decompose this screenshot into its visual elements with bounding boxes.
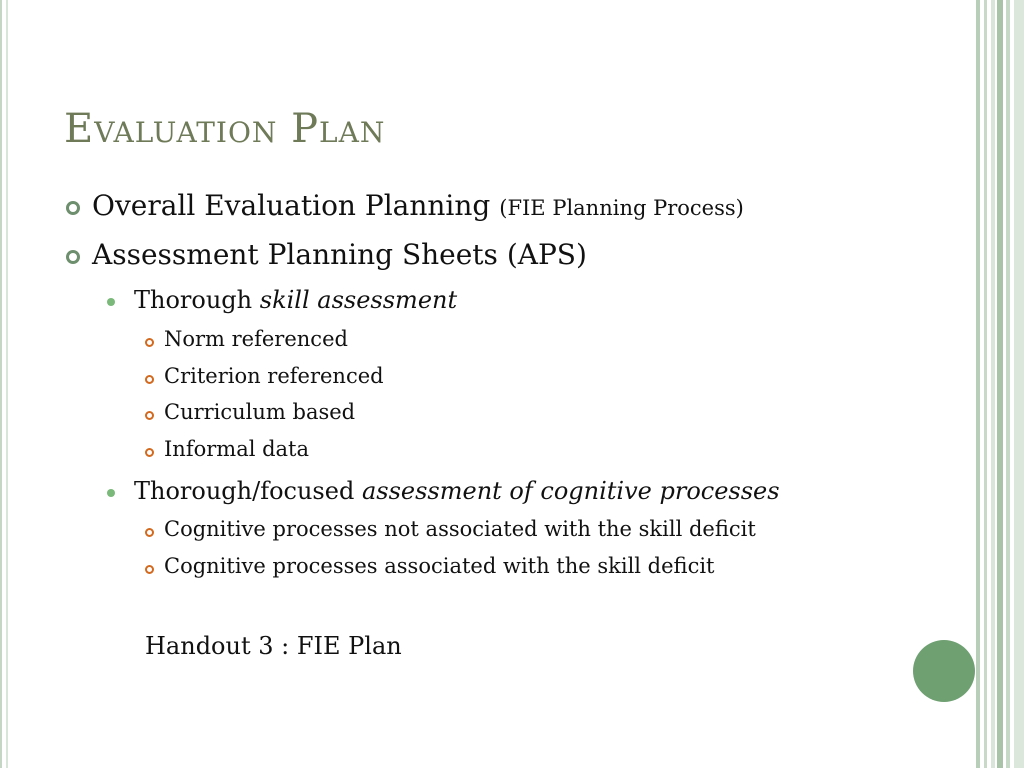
left-border-line	[0, 0, 2, 768]
ring-bullet-icon	[145, 448, 154, 457]
handout-note: Handout 3 : FIE Plan	[145, 632, 402, 660]
sub-bullet-text: Thorough	[134, 286, 253, 314]
list-item: Curriculum based	[164, 400, 356, 424]
list-item: Cognitive processes associated with the skill deficit	[164, 554, 715, 578]
right-border-stripe	[984, 0, 987, 768]
ring-bullet-icon	[145, 375, 154, 384]
right-border-stripe	[1006, 0, 1010, 768]
sub-bullet-emphasis: assessment of cognitive processes	[361, 477, 780, 505]
bullet-text: Overall Evaluation Planning	[92, 189, 491, 222]
ring-bullet-icon	[66, 201, 80, 215]
sub-bullet-emphasis: skill assessment	[259, 286, 458, 314]
bullet-suffix: (FIE Planning Process)	[499, 196, 744, 220]
ring-bullet-icon	[145, 528, 154, 537]
list-item: Informal data	[164, 437, 310, 461]
sub-bullet-text: Thorough/focused	[134, 477, 355, 505]
bullet-overall-evaluation	[92, 189, 744, 222]
ring-bullet-icon	[145, 565, 154, 574]
left-border-line	[6, 0, 8, 768]
list-item: Cognitive processes not associated with the skill deficit	[164, 517, 756, 541]
sub-bullet-cognitive-processes	[134, 477, 780, 505]
ring-bullet-icon	[66, 250, 80, 264]
ring-bullet-icon	[145, 411, 154, 420]
slide-title: Evaluation Plan	[64, 106, 386, 152]
bullet-assessment-planning-sheets	[92, 238, 587, 271]
list-item: Criterion referenced	[164, 364, 384, 388]
bullet-text: Assessment Planning Sheets (APS)	[92, 238, 587, 271]
ring-bullet-icon	[145, 338, 154, 347]
sub-bullet-skill-assessment	[134, 286, 457, 314]
dot-bullet-icon	[107, 489, 115, 497]
dot-bullet-icon	[107, 298, 115, 306]
list-item: Norm referenced	[164, 327, 348, 351]
decorative-circle	[913, 640, 975, 702]
right-border-stripe	[997, 0, 1003, 768]
right-border-stripe	[991, 0, 995, 768]
right-border-stripe	[1014, 0, 1024, 768]
right-border-stripe	[976, 0, 980, 768]
